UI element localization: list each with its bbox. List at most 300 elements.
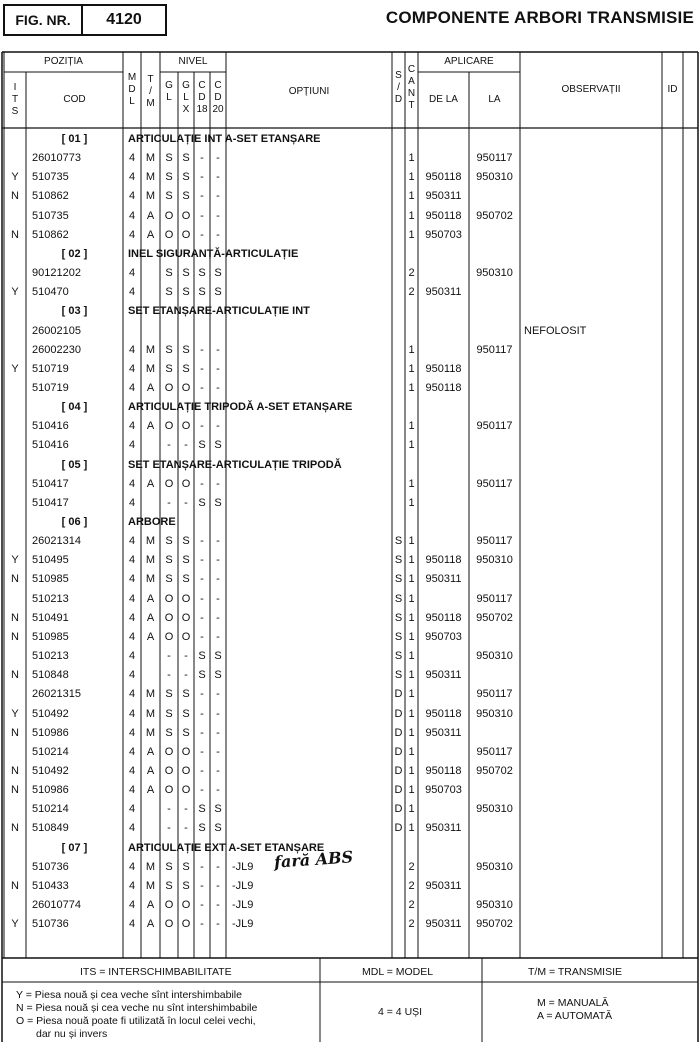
cell-la: 950117 xyxy=(476,688,513,701)
cell-nivel: S xyxy=(165,286,173,299)
cell-nivel: - xyxy=(200,764,204,777)
cell-nivel: S xyxy=(182,362,190,375)
cell-cant: 2 xyxy=(408,899,415,911)
col-header-cant: A xyxy=(408,76,415,87)
cell-la: 950310 xyxy=(476,860,513,873)
cell-nivel: - xyxy=(184,803,188,816)
col-header-its: T xyxy=(11,94,19,105)
cell-nivel: O xyxy=(164,764,174,777)
cell-cant: 1 xyxy=(408,592,415,605)
cell-cod: 510985 xyxy=(32,630,69,643)
col-header-observatii: OBSERVAȚII xyxy=(561,84,621,95)
col-header-cant: C xyxy=(407,64,416,75)
cell-cant: 1 xyxy=(408,630,415,643)
cell-mdl: 4 xyxy=(128,477,136,490)
cell-nivel: - xyxy=(200,535,204,548)
cell-la: 950117 xyxy=(476,477,513,490)
cell-its: N xyxy=(11,726,19,739)
cell-its: Y xyxy=(11,707,19,720)
col-header-optiuni: OPȚIUNI xyxy=(288,86,330,97)
tm-legend-title: T/M = TRANSMISIE xyxy=(528,966,623,978)
cell-la: 950702 xyxy=(476,764,513,777)
cell-nivel: - xyxy=(216,535,220,548)
cell-sd: S xyxy=(394,669,403,682)
cell-de-la: 950311 xyxy=(425,286,462,299)
cell-sd: D xyxy=(394,745,403,758)
cell-cod: 510862 xyxy=(32,190,69,203)
cell-cant: 1 xyxy=(408,420,415,433)
cell-nivel: S xyxy=(165,152,173,165)
cell-tm: M xyxy=(145,535,156,548)
cell-nivel: - xyxy=(216,764,220,777)
cell-de-la: 950311 xyxy=(425,726,462,739)
col-header-cod: COD xyxy=(63,94,86,105)
cell-la: 950310 xyxy=(476,803,513,816)
cell-nivel: O xyxy=(181,918,191,931)
cell-nivel: S xyxy=(198,822,206,835)
handwritten-note: fară ABS xyxy=(273,847,354,872)
cell-nivel: - xyxy=(216,420,220,433)
tm-legend-line-2: A = AUTOMATĂ xyxy=(537,1010,613,1022)
cell-de-la: 950311 xyxy=(425,190,462,203)
cell-its: Y xyxy=(11,918,19,931)
col-header-cd20: C xyxy=(214,80,222,91)
cell-cant: 1 xyxy=(408,707,415,720)
col-header-tm: / xyxy=(149,86,152,97)
col-header-cd18: 18 xyxy=(196,104,208,115)
cell-mdl: 4 xyxy=(128,171,136,184)
cell-sd: D xyxy=(394,803,403,816)
cell-cod: 510213 xyxy=(32,650,69,663)
cell-cant: 1 xyxy=(408,822,415,835)
cell-cod: 510862 xyxy=(32,228,69,241)
cell-mdl: 4 xyxy=(128,669,136,682)
cell-nivel: - xyxy=(200,899,204,911)
cell-de-la: 950703 xyxy=(425,784,462,797)
cell-nivel: - xyxy=(200,879,204,892)
group-position: [ 02 ] xyxy=(61,247,88,260)
cell-cant: 1 xyxy=(408,496,415,509)
cell-tm: M xyxy=(145,171,156,184)
cell-la: 950310 xyxy=(476,899,513,911)
cell-cant: 2 xyxy=(408,918,415,931)
cell-nivel: - xyxy=(216,745,220,758)
col-header-mdl: M xyxy=(127,72,137,83)
cell-nivel: - xyxy=(216,209,220,222)
cell-cant: 1 xyxy=(408,554,415,567)
cell-cant: 1 xyxy=(408,171,415,184)
cell-tm: A xyxy=(146,228,155,241)
cell-nivel: S xyxy=(165,535,173,548)
cell-cant: 2 xyxy=(408,879,415,892)
cell-cod: 510417 xyxy=(32,477,69,490)
cell-nivel: - xyxy=(200,745,204,758)
cell-mdl: 4 xyxy=(128,784,136,797)
cell-nivel: - xyxy=(184,669,188,682)
cell-tm: M xyxy=(145,707,156,720)
cell-tm: M xyxy=(145,152,156,165)
cell-nivel: - xyxy=(200,573,204,586)
cell-nivel: - xyxy=(200,362,204,375)
cell-its: Y xyxy=(11,286,19,299)
cell-nivel: - xyxy=(184,496,188,509)
cell-nivel: - xyxy=(216,152,220,165)
group-position: [ 01 ] xyxy=(61,133,88,145)
cell-nivel: S xyxy=(165,554,173,567)
cell-nivel: - xyxy=(216,630,220,643)
cell-nivel: - xyxy=(216,726,220,739)
cell-nivel: S xyxy=(214,822,222,835)
cell-de-la: 950118 xyxy=(425,381,462,394)
cell-de-la: 950311 xyxy=(425,822,462,835)
cell-nivel: - xyxy=(200,611,204,624)
cell-cod: 510470 xyxy=(32,286,69,299)
cell-nivel: - xyxy=(200,784,204,797)
cell-sd: D xyxy=(394,688,403,701)
cell-nivel: O xyxy=(181,611,191,624)
cell-de-la: 950118 xyxy=(425,707,462,720)
cell-tm: A xyxy=(146,918,155,931)
cell-mdl: 4 xyxy=(128,707,136,720)
cell-nivel: S xyxy=(214,669,222,682)
cell-its: N xyxy=(11,228,19,241)
cell-nivel: S xyxy=(214,650,222,663)
cell-nivel: - xyxy=(216,573,220,586)
cell-nivel: S xyxy=(182,171,190,184)
cell-nivel: O xyxy=(164,420,174,433)
col-header-cd18: D xyxy=(198,92,206,103)
cell-cod: 510492 xyxy=(32,764,69,777)
cell-nivel: - xyxy=(216,190,220,203)
cell-cant: 1 xyxy=(408,228,415,241)
cell-cod: 510416 xyxy=(32,439,69,452)
cell-cod: 510735 xyxy=(32,209,69,222)
col-header-glx: X xyxy=(182,104,190,115)
cell-cant: 1 xyxy=(408,650,415,663)
cell-cod: 510849 xyxy=(32,822,69,835)
col-header-its: I xyxy=(13,82,17,93)
cell-de-la: 950118 xyxy=(425,611,462,624)
cell-nivel: S xyxy=(214,286,222,299)
cell-cant: 1 xyxy=(408,209,415,222)
cell-optiuni: -JL9 xyxy=(232,879,254,892)
cell-nivel: - xyxy=(200,726,204,739)
cell-nivel: - xyxy=(216,611,220,624)
cell-nivel: S xyxy=(165,707,173,720)
group-position: [ 06 ] xyxy=(61,516,88,528)
cell-nivel: S xyxy=(182,726,190,739)
cell-tm: A xyxy=(146,745,155,758)
group-position: [ 04 ] xyxy=(61,401,88,414)
cell-cod: 510214 xyxy=(32,803,69,816)
cell-nivel: - xyxy=(216,592,220,605)
cell-nivel: O xyxy=(164,228,174,241)
cell-cant: 2 xyxy=(408,286,415,299)
cell-nivel: S xyxy=(165,362,173,375)
cell-nivel: - xyxy=(167,650,171,663)
cell-nivel: S xyxy=(182,688,190,701)
cell-de-la: 950311 xyxy=(425,918,462,931)
cell-nivel: O xyxy=(181,745,191,758)
cell-mdl: 4 xyxy=(128,688,136,701)
col-header-cd18: C xyxy=(198,80,206,91)
cell-nivel: S xyxy=(165,190,173,203)
cell-nivel: S xyxy=(198,496,206,509)
cell-mdl: 4 xyxy=(128,860,136,873)
cell-nivel: - xyxy=(200,152,204,165)
cell-nivel: - xyxy=(167,803,171,816)
cell-de-la: 950311 xyxy=(425,573,462,586)
cell-nivel: - xyxy=(216,918,220,931)
cell-nivel: - xyxy=(216,381,220,394)
cell-its: N xyxy=(11,611,19,624)
cell-nivel: O xyxy=(181,784,191,797)
cell-nivel: S xyxy=(165,267,173,280)
group-title: SET ETANȘARE-ARTICULAȚIE TRIPODĂ xyxy=(128,458,342,471)
cell-nivel: O xyxy=(164,918,174,931)
group-position: [ 07 ] xyxy=(61,841,88,854)
cell-mdl: 4 xyxy=(128,630,136,643)
cell-cant: 1 xyxy=(408,573,415,586)
col-header-cd20: 20 xyxy=(212,104,224,115)
cell-cant: 1 xyxy=(408,726,415,739)
cell-optiuni: -JL9 xyxy=(232,899,254,911)
cell-nivel: - xyxy=(200,228,204,241)
cell-tm: M xyxy=(145,726,156,739)
cell-sd: D xyxy=(394,726,403,739)
cell-sd: S xyxy=(394,630,403,643)
cell-cant: 1 xyxy=(408,190,415,203)
group-title: ARTICULAȚIE EXT A-SET ETANȘARE xyxy=(128,841,325,854)
cell-mdl: 4 xyxy=(128,267,136,280)
cell-nivel: S xyxy=(198,286,206,299)
cell-mdl: 4 xyxy=(128,764,136,777)
col-header-aplicare: APLICARE xyxy=(444,56,494,67)
col-header-tm: M xyxy=(146,98,155,109)
cell-nivel: - xyxy=(216,477,220,490)
cell-la: 950117 xyxy=(476,535,513,548)
cell-nivel: O xyxy=(181,420,191,433)
cell-nivel: - xyxy=(216,554,220,567)
cell-tm: A xyxy=(146,592,155,605)
cell-sd: D xyxy=(394,707,403,720)
cell-nivel: - xyxy=(200,477,204,490)
cell-cod: 26021314 xyxy=(32,535,81,548)
cell-nivel: - xyxy=(200,171,204,184)
its-legend-line-2: N = Piesa nouă și cea veche nu sînt intershimbabile xyxy=(16,1002,258,1014)
cell-cant: 1 xyxy=(408,764,415,777)
cell-mdl: 4 xyxy=(128,362,136,375)
cell-nivel: O xyxy=(164,477,174,490)
cell-mdl: 4 xyxy=(128,152,136,165)
its-legend-title: ITS = INTERSCHIMBABILITATE xyxy=(80,966,232,978)
cell-nivel: S xyxy=(182,554,190,567)
cell-its: N xyxy=(11,630,19,643)
cell-nivel: - xyxy=(167,496,171,509)
cell-cod: 90121202 xyxy=(32,267,81,280)
cell-mdl: 4 xyxy=(128,611,136,624)
cell-mdl: 4 xyxy=(128,650,136,663)
cell-its: N xyxy=(11,573,19,586)
cell-de-la: 950118 xyxy=(425,554,462,567)
cell-nivel: - xyxy=(216,171,220,184)
cell-la: 950702 xyxy=(476,209,513,222)
col-header-id: ID xyxy=(667,84,678,95)
cell-cod: 510213 xyxy=(32,592,69,605)
cell-cant: 1 xyxy=(408,152,415,165)
cell-mdl: 4 xyxy=(128,190,136,203)
cell-nivel: S xyxy=(165,573,173,586)
cell-nivel: O xyxy=(164,899,174,911)
cell-cod: 510433 xyxy=(32,879,69,892)
cell-nivel: O xyxy=(181,764,191,777)
cell-mdl: 4 xyxy=(128,822,136,835)
cell-nivel: - xyxy=(200,343,204,356)
cell-cod: 510491 xyxy=(32,611,69,624)
cell-nivel: S xyxy=(182,190,190,203)
cell-nivel: O xyxy=(164,745,174,758)
cell-nivel: - xyxy=(184,650,188,663)
cell-tm: M xyxy=(145,554,156,567)
cell-nivel: S xyxy=(214,267,222,280)
cell-optiuni: -JL9 xyxy=(232,918,254,931)
cell-mdl: 4 xyxy=(128,209,136,222)
cell-nivel: S xyxy=(182,152,190,165)
cell-nivel: O xyxy=(181,381,191,394)
col-header-cd20: D xyxy=(214,92,222,103)
cell-its: N xyxy=(11,190,19,203)
cell-nivel: - xyxy=(200,918,204,931)
cell-cant: 2 xyxy=(408,860,415,873)
cell-nivel: - xyxy=(200,381,204,394)
cell-mdl: 4 xyxy=(128,228,136,241)
cell-cant: 1 xyxy=(408,439,415,452)
cell-its: Y xyxy=(11,362,19,375)
cell-nivel: - xyxy=(200,554,204,567)
cell-de-la: 950311 xyxy=(425,669,462,682)
cell-nivel: - xyxy=(216,860,220,873)
cell-nivel: - xyxy=(216,688,220,701)
cell-tm: A xyxy=(146,381,155,394)
col-header-gl: L xyxy=(166,92,172,103)
cell-tm: A xyxy=(146,784,155,797)
cell-mdl: 4 xyxy=(128,343,136,356)
cell-nivel: S xyxy=(182,343,190,356)
cell-la: 950117 xyxy=(476,592,513,605)
col-header-de-la: DE LA xyxy=(429,94,458,105)
cell-la: 950702 xyxy=(476,918,513,931)
cell-nivel: S xyxy=(182,573,190,586)
figure-label: FIG. NR. xyxy=(5,6,83,34)
col-header-la: LA xyxy=(488,94,501,105)
group-position: [ 03 ] xyxy=(61,305,88,318)
cell-nivel: - xyxy=(184,439,188,452)
cell-la: 950117 xyxy=(476,152,513,165)
cell-nivel: - xyxy=(216,362,220,375)
cell-nivel: - xyxy=(200,630,204,643)
page-title: COMPONENTE ARBORI TRANSMISIE xyxy=(385,8,694,27)
cell-nivel: S xyxy=(214,496,222,509)
cell-mdl: 4 xyxy=(128,918,136,931)
cell-cod: 510719 xyxy=(32,381,69,394)
cell-cant: 1 xyxy=(408,535,415,548)
cell-de-la: 950703 xyxy=(425,630,462,643)
cell-nivel: - xyxy=(200,420,204,433)
cell-nivel: O xyxy=(164,611,174,624)
cell-mdl: 4 xyxy=(128,496,136,509)
cell-sd: S xyxy=(394,573,403,586)
col-header-mdl: D xyxy=(128,84,136,95)
cell-nivel: S xyxy=(198,669,206,682)
cell-nivel: S xyxy=(165,171,173,184)
cell-mdl: 4 xyxy=(128,803,136,816)
cell-cant: 1 xyxy=(408,611,415,624)
col-header-its: S xyxy=(11,106,19,117)
cell-optiuni: -JL9 xyxy=(232,860,254,873)
cell-its: N xyxy=(11,879,19,892)
cell-nivel: O xyxy=(164,381,174,394)
cell-nivel: S xyxy=(165,688,173,701)
cell-nivel: O xyxy=(181,592,191,605)
cell-mdl: 4 xyxy=(128,554,136,567)
cell-cod: 26002230 xyxy=(32,343,81,356)
cell-nivel: - xyxy=(167,669,171,682)
cell-cod: 510495 xyxy=(32,554,69,567)
cell-nivel: S xyxy=(182,879,190,892)
group-title: INEL SIGURANȚĂ-ARTICULAȚIE xyxy=(128,247,299,260)
cell-nivel: O xyxy=(164,784,174,797)
cell-nivel: - xyxy=(200,860,204,873)
cell-sd: S xyxy=(394,592,403,605)
col-header-pozitia: POZIȚIA xyxy=(44,56,83,67)
cell-tm: A xyxy=(146,611,155,624)
cell-nivel: - xyxy=(200,209,204,222)
cell-mdl: 4 xyxy=(128,899,136,911)
cell-its: N xyxy=(11,669,19,682)
cell-nivel: O xyxy=(181,477,191,490)
cell-nivel: S xyxy=(165,343,173,356)
cell-de-la: 950311 xyxy=(425,879,462,892)
cell-nivel: O xyxy=(164,592,174,605)
cell-sd: D xyxy=(394,784,403,797)
cell-sd: S xyxy=(394,554,403,567)
cell-mdl: 4 xyxy=(128,879,136,892)
cell-nivel: S xyxy=(214,803,222,816)
cell-cod: 510986 xyxy=(32,726,69,739)
cell-its: N xyxy=(11,822,19,835)
cell-its: N xyxy=(11,784,19,797)
col-header-sd: D xyxy=(394,94,403,105)
cell-tm: A xyxy=(146,420,155,433)
cell-nivel: O xyxy=(164,209,174,222)
cell-its: Y xyxy=(11,554,19,567)
cell-nivel: S xyxy=(198,267,206,280)
cell-mdl: 4 xyxy=(128,592,136,605)
cell-cod: 510736 xyxy=(32,860,69,873)
cell-nivel: S xyxy=(165,860,173,873)
cell-la: 950117 xyxy=(476,745,513,758)
cell-tm: A xyxy=(146,764,155,777)
col-header-cant: T xyxy=(408,100,415,111)
cell-mdl: 4 xyxy=(128,726,136,739)
cell-cant: 2 xyxy=(408,267,415,280)
cell-mdl: 4 xyxy=(128,381,136,394)
cell-cod: 510416 xyxy=(32,420,69,433)
cell-de-la: 950118 xyxy=(425,764,462,777)
col-header-sd: S xyxy=(395,70,402,81)
cell-nivel: S xyxy=(182,286,190,299)
cell-cant: 1 xyxy=(408,669,415,682)
